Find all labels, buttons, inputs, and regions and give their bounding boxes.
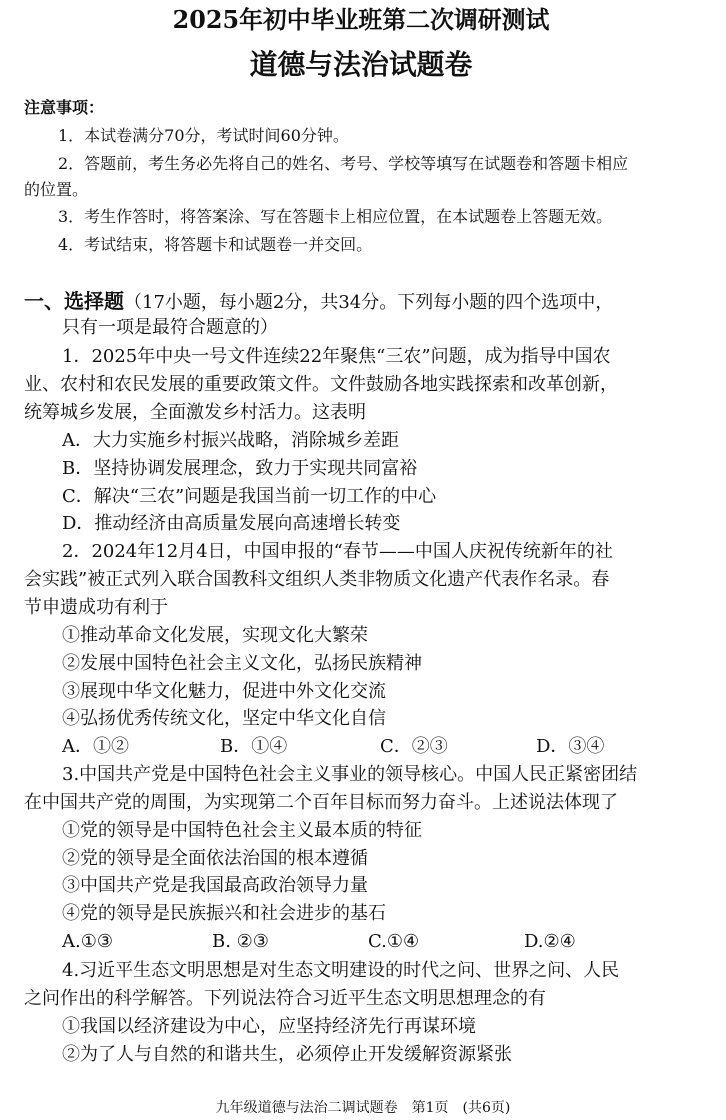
question-4-stem: 之问作出的科学解答。下列说法符合习近平生态文明思想理念的有 [24,988,546,1009]
question-2-item: ②发展中国特色社会主义文化，弘扬民族精神 [62,653,422,674]
exam-subtitle: 道德与法治试题卷 [249,48,473,81]
question-2-stem: 2．2024年12月4日，中国申报的“春节——中国人庆祝传统新年的社 [62,541,613,562]
question-2-choice-a: A．①② [62,736,129,757]
notes-heading: 注意事项： [24,98,105,117]
section-title: 一、选择题 [24,289,124,313]
question-3-choices [62,930,662,954]
question-4-stem: 4.习近平生态文明思想是对生态文明建设的时代之问、世界之问、人民 [62,960,620,981]
question-1-stem: 业、农村和农民发展的重要政策文件。文件鼓励各地实践探索和改革创新， [24,374,618,395]
question-3-choice-d: D.②④ [524,931,576,952]
question-1-option-b: B．坚持协调发展理念，致力于实现共同富裕 [62,458,418,479]
note-item: 的位置。 [24,180,89,199]
question-2-stem: 节申遗成功有利于 [24,597,168,618]
question-3-stem: 3.中国共产党是中国特色社会主义事业的领导核心。中国人民正紧密团结 [62,764,638,785]
question-2-choice-c: C．②③ [380,736,448,757]
question-3-item: ②党的领导是全面依法治国的根本遵循 [62,848,368,869]
question-3-choice-c: C.①④ [368,931,420,952]
question-2-stem: 会实践”被正式列入联合国教科文组织人类非物质文化遗产代表作名录。春 [24,569,610,590]
section-desc: （17小题，每小题2分，共34分。下列每小题的四个选项中， [124,292,614,313]
question-3-item: ①党的领导是中国特色社会主义最本质的特征 [62,820,422,841]
note-item: 4．考试结束，将答题卡和试题卷一并交回。 [58,235,373,254]
question-3-choice-b: B. ②③ [212,931,269,952]
question-3-choice-a: A.①③ [62,931,113,952]
question-2-item: ③展现中华文化魅力，促进中外文化交流 [62,681,386,702]
question-3-item: ③中国共产党是我国最高政治领导力量 [62,875,368,896]
question-1-option-d: D．推动经济由高质量发展向高速增长转变 [62,513,401,534]
question-1-option-a: A．大力实施乡村振兴战略，消除城乡差距 [62,430,399,451]
section-desc-line: 只有一项是最符合题意的） [62,317,278,338]
note-item: 3．考生作答时，将答案涂、写在答题卡上相应位置，在本试题卷上答题无效。 [58,207,613,226]
question-4-item: ①我国以经济建设为中心，应坚持经济先行再谋环境 [62,1016,476,1037]
page-footer: 九年级道德与法治二调试题卷 第1页 (共6页) [215,1100,511,1116]
question-2-choices [62,735,662,759]
question-2-choice-b: B．①④ [220,736,288,757]
question-2-choice-d: D．③④ [536,736,605,757]
question-3-stem: 在中国共产党的周围，为实现第二个百年目标而努力奋斗。上述说法体现了 [24,792,618,813]
note-item: 1．本试卷满分70分，考试时间60分钟。 [58,126,349,145]
question-3-item: ④党的领导是民族振兴和社会进步的基石 [62,903,386,924]
exam-title: 2025年初中毕业班第二次调研测试 [172,5,550,34]
question-1-option-c: C．解决“三农”问题是我国当前一切工作的中心 [62,486,437,507]
question-2-item: ④弘扬优秀传统文化，坚定中华文化自信 [62,708,386,729]
question-1-stem: 统筹城乡发展，全面激发乡村活力。这表明 [24,402,366,423]
question-4-item: ②为了人与自然的和谐共生，必须停止开发缓解资源紧张 [62,1044,512,1065]
note-item: 2．答题前，考生务必先将自己的姓名、考号、学校等填写在试题卷和答题卡相应 [58,154,629,173]
question-1-stem: 1．2025年中央一号文件连续22年聚焦“三农”问题，成为指导中国农 [62,346,611,367]
question-2-item: ①推动革命文化发展，实现文化大繁荣 [62,625,368,646]
section-heading [24,289,613,315]
